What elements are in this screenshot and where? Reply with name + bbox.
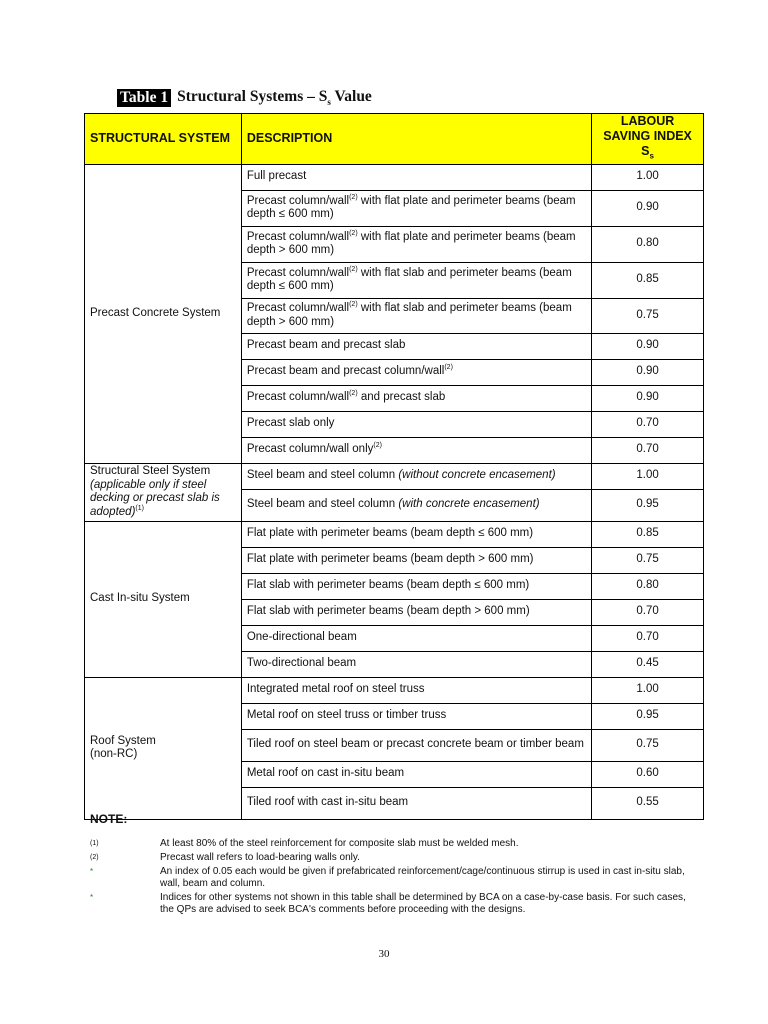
- description-cell: Precast column/wall$^{(2)}$ with flat slab and perimeter beams (beam depth ≤ 600 mm): [241, 262, 591, 298]
- notes-section: [90, 812, 690, 918]
- description-cell: Flat slab with perimeter beams (beam depth > 600 mm): [241, 599, 591, 625]
- description-cell: Flat plate with perimeter beams (beam depth > 600 mm): [241, 547, 591, 573]
- description-cell: Steel beam and steel column (with concrete encasement): [241, 489, 591, 521]
- description-cell: Precast slab only: [241, 411, 591, 437]
- structural-system-cell: Structural Steel System (applicable only if steel decking or precast slab is adopted)$^{(1)}$: [85, 463, 242, 521]
- note-item: [90, 838, 690, 850]
- structural-system-cell: Cast In-situ System: [85, 521, 242, 677]
- description-cell: Steel beam and steel column (without concrete encasement): [241, 463, 591, 489]
- note-item: [90, 892, 690, 916]
- table-title-text: Structural Systems – $S_s$ Value: [177, 88, 372, 108]
- description-cell: Tiled roof with cast in-situ beam: [241, 787, 591, 819]
- page-number: 30: [378, 948, 390, 960]
- description-cell: One-directional beam: [241, 625, 591, 651]
- description-cell: Precast column/wall$^{(2)}$ with flat plate and perimeter beams (beam depth > 600 mm): [241, 226, 591, 262]
- note-text: Precast wall refers to load-bearing walls only.: [160, 852, 360, 863]
- index-value-cell: 0.70: [592, 411, 704, 437]
- description-cell: Two-directional beam: [241, 651, 591, 677]
- note-marker: *: [90, 893, 94, 902]
- description-cell: Precast beam and precast column/wall$^{(2)}$: [241, 359, 591, 385]
- description-cell: Full precast: [241, 164, 591, 190]
- index-value-cell: 0.85: [592, 262, 704, 298]
- header-structural-system: STRUCTURAL SYSTEM: [85, 114, 242, 165]
- index-value-cell: 0.70: [592, 599, 704, 625]
- notes-heading: NOTE:: [90, 812, 128, 826]
- index-value-cell: 0.90: [592, 190, 704, 226]
- table-title: [117, 88, 372, 107]
- note-item: [90, 852, 690, 864]
- index-value-cell: 0.90: [592, 359, 704, 385]
- description-cell: Flat plate with perimeter beams (beam depth ≤ 600 mm): [241, 521, 591, 547]
- index-value-cell: 0.75: [592, 547, 704, 573]
- note-marker: (2): [90, 854, 99, 861]
- index-value-cell: 0.95: [592, 489, 704, 521]
- index-value-cell: 0.70: [592, 625, 704, 651]
- index-value-cell: 0.75: [592, 729, 704, 761]
- table-number: Table 1: [117, 89, 171, 107]
- table-header-row: [85, 114, 704, 165]
- index-value-cell: 1.00: [592, 677, 704, 703]
- index-value-cell: 1.00: [592, 463, 704, 489]
- index-value-cell: 0.75: [592, 298, 704, 333]
- index-value-cell: 1.00: [592, 164, 704, 190]
- structural-system-cell: Precast Concrete System: [85, 164, 242, 463]
- index-value-cell: 0.85: [592, 521, 704, 547]
- table-row: [85, 164, 704, 190]
- index-value-cell: 0.55: [592, 787, 704, 819]
- description-cell: Integrated metal roof on steel truss: [241, 677, 591, 703]
- note-text: At least 80% of the steel reinforcement for composite slab must be welded mesh.: [160, 838, 519, 849]
- table-row: [85, 463, 704, 489]
- description-cell: Precast column/wall$^{(2)}$ and precast slab: [241, 385, 591, 411]
- header-labour-saving-index: LABOUR SAVING INDEX $S_s$: [592, 114, 704, 165]
- description-cell: Precast column/wall only$^{(2)}$: [241, 437, 591, 463]
- index-value-cell: 0.90: [592, 333, 704, 359]
- note-marker: *: [90, 867, 94, 876]
- note-text: Indices for other systems not shown in this table shall be determined by BCA on a case-by-case basis. For such cases, the QPs are advised to seek BCA's comments before proceeding with the designs.: [160, 892, 686, 915]
- description-cell: Precast beam and precast slab: [241, 333, 591, 359]
- index-value-cell: 0.70: [592, 437, 704, 463]
- index-value-cell: 0.60: [592, 761, 704, 787]
- structural-systems-table: [84, 113, 704, 820]
- description-cell: Metal roof on cast in-situ beam: [241, 761, 591, 787]
- description-cell: Precast column/wall$^{(2)}$ with flat slab and perimeter beams (beam depth > 600 mm): [241, 298, 591, 333]
- table-row: [85, 677, 704, 703]
- structural-system-cell: Roof System (non-RC): [85, 677, 242, 819]
- index-value-cell: 0.95: [592, 703, 704, 729]
- note-marker: (1): [90, 840, 99, 847]
- index-value-cell: 0.45: [592, 651, 704, 677]
- index-value-cell: 0.80: [592, 573, 704, 599]
- header-description: DESCRIPTION: [241, 114, 591, 165]
- index-value-cell: 0.80: [592, 226, 704, 262]
- description-cell: Precast column/wall$^{(2)}$ with flat plate and perimeter beams (beam depth ≤ 600 mm): [241, 190, 591, 226]
- index-value-cell: 0.90: [592, 385, 704, 411]
- description-cell: Tiled roof on steel beam or precast concrete beam or timber beam: [241, 729, 591, 761]
- note-text: An index of 0.05 each would be given if prefabricated reinforcement/cage/continuous stirrup is used in cast in-situ slab, wall, beam and column.: [160, 866, 685, 889]
- description-cell: Metal roof on steel truss or timber truss: [241, 703, 591, 729]
- description-cell: Flat slab with perimeter beams (beam depth ≤ 600 mm): [241, 573, 591, 599]
- note-item: [90, 866, 690, 890]
- table-row: [85, 521, 704, 547]
